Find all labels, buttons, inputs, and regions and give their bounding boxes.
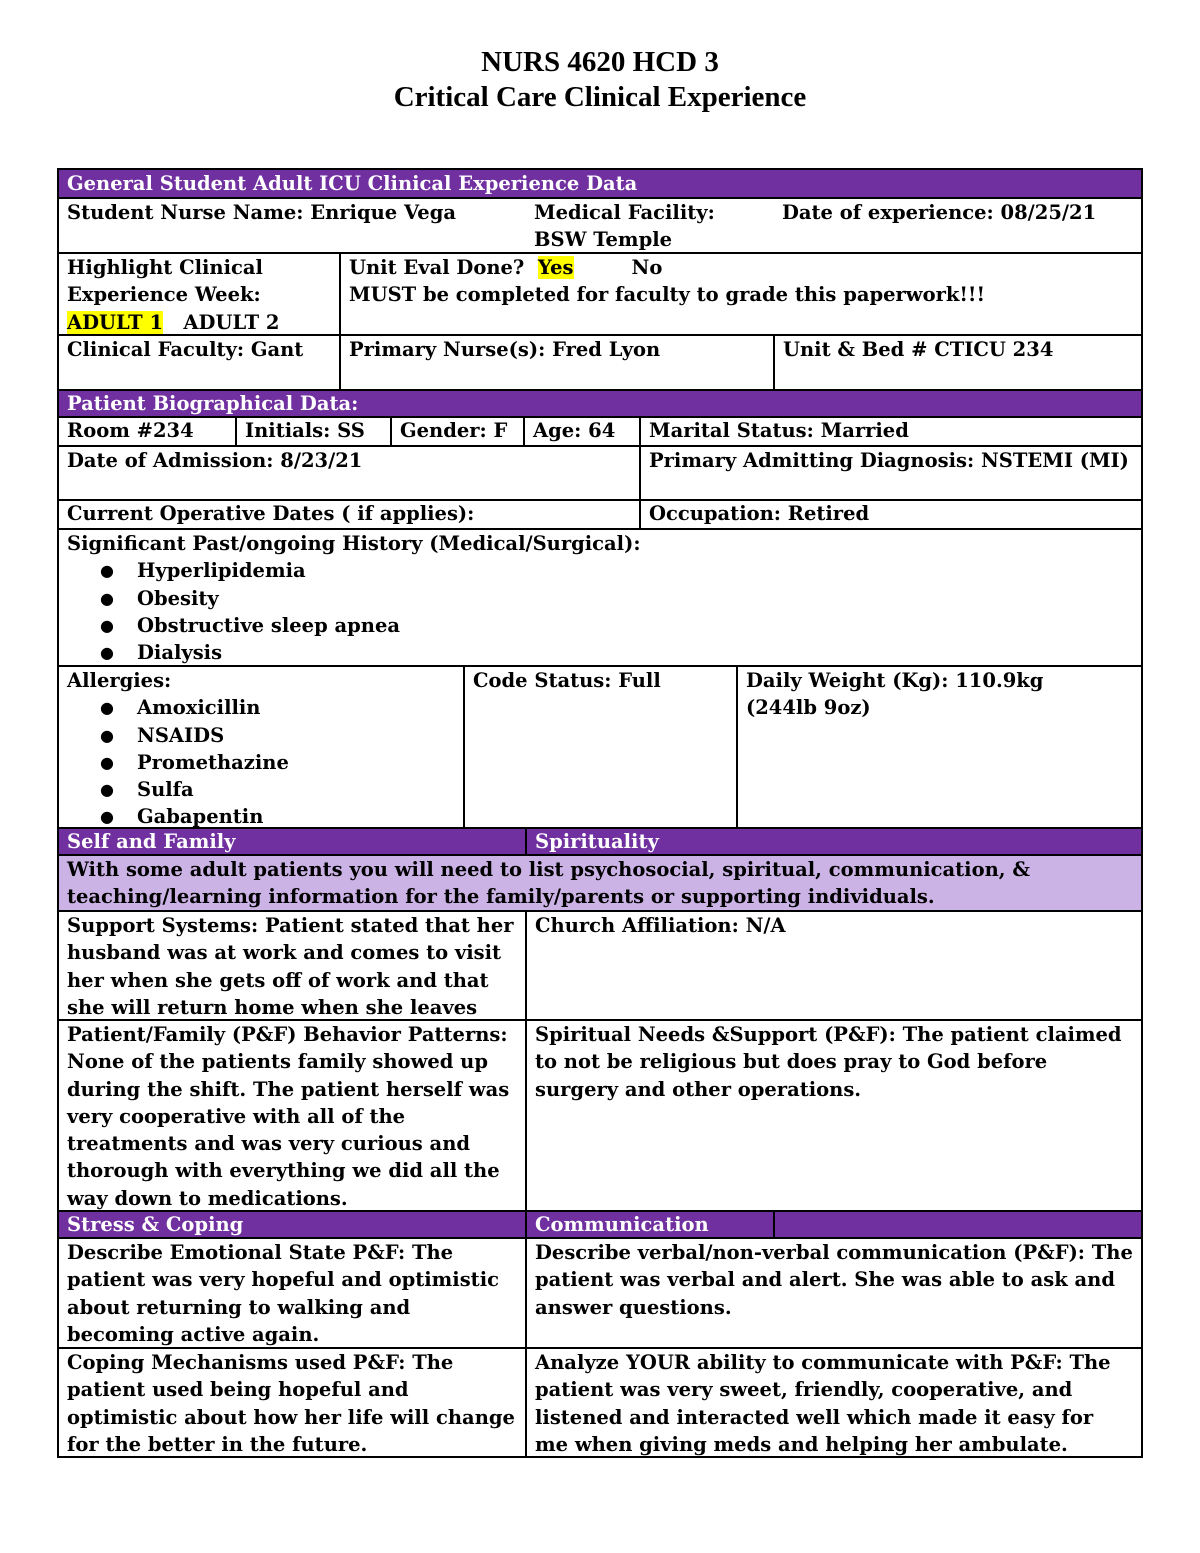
medical-facility-label: Medical Facility: [534, 201, 715, 224]
adult-1-option[interactable]: ADULT 1 [67, 310, 164, 334]
clinical-week-label-1: Highlight Clinical [67, 256, 263, 279]
document-title: NURS 4620 HCD 3 [481, 46, 719, 78]
clinical-week-label-2: Experience Week: [67, 283, 261, 307]
clinical-week-field [59, 254, 341, 334]
coping-mechanisms-field: Coping Mechanisms used P&F: The patient used being hopeful and optimistic about how her life will change for the better in the future. [59, 1349, 527, 1456]
code-status-field: Code Status: Full [465, 667, 738, 827]
unit-eval-no-option[interactable]: No [631, 256, 663, 279]
history-item: ● Obesity [137, 585, 1133, 612]
gender-field: Gender: F [392, 418, 525, 445]
student-name-field: Student Nurse Name: Enrique Vega [67, 201, 456, 224]
room-field: Room #234 [59, 418, 237, 445]
operative-dates-field: Current Operative Dates ( if applies): [59, 501, 641, 528]
self-family-header: Self and Family [59, 829, 527, 856]
admitting-diagnosis-field: Primary Admitting Diagnosis: NSTEMI (MI) [649, 449, 1129, 472]
date-of-experience-field: Date of experience: 08/25/21 [782, 201, 1097, 224]
allergy-item: ● Gabapentin [137, 803, 455, 827]
clinical-experience-form [57, 168, 1143, 1458]
marital-status-field: Marital Status: Married [649, 419, 909, 442]
allergy-item: ● NSAIDS [137, 722, 455, 749]
medical-history-label: Significant Past/ongoing History (Medical/Surgical): [67, 532, 641, 555]
psychosocial-note: With some adult patients you will need to list psychosocial, spiritual, communication, & teaching/learning information for the family/parents or supporting individuals. [59, 856, 1141, 910]
spiritual-needs-field: Spiritual Needs &Support (P&F): The patient claimed to not be religious but does pray to God before surgery and other operations. [535, 1023, 1122, 1101]
analyze-communication-field: Analyze YOUR ability to communicate with P&F: The patient was very sweet, friendly, cooperative, and listened and interacted well which made it easy for me when giving meds and helping her ambulate. [535, 1351, 1111, 1456]
age-field: Age: 64 [525, 418, 641, 445]
history-item: ● Hyperlipidemia [137, 557, 1133, 584]
allergies-list [67, 694, 455, 827]
communication-header-blank [775, 1212, 1141, 1239]
communication-header: Communication [527, 1212, 775, 1239]
general-data-header: General Student Adult ICU Clinical Experience Data [59, 170, 1141, 199]
biographical-data-header: Patient Biographical Data: [59, 391, 1141, 418]
emotional-state-field: Describe Emotional State P&F: The patient was very hopeful and optimistic about returning to walking and becoming active again. [59, 1239, 527, 1347]
unit-eval-label: Unit Eval Done? [349, 256, 525, 279]
allergy-item: ● Promethazine [137, 749, 455, 776]
unit-bed-field: Unit & Bed # CTICU 234 [783, 338, 1054, 361]
document-subtitle: Critical Care Clinical Experience [393, 81, 807, 113]
occupation-field: Occupation: Retired [649, 502, 870, 525]
medical-history-list [67, 557, 1133, 665]
adult-2-option[interactable]: ADULT 2 [183, 310, 280, 334]
admission-date-field: Date of Admission: 8/23/21 [59, 447, 641, 499]
allergy-item: ● Amoxicillin [137, 694, 455, 721]
verbal-communication-field: Describe verbal/non-verbal communication (P&F): The patient was verbal and alert. She was able to ask and answer questions. [535, 1241, 1133, 1319]
primary-nurse-field: Primary Nurse(s): Fred Lyon [341, 336, 775, 389]
stress-coping-header: Stress & Coping [59, 1212, 527, 1239]
medical-history-section [59, 530, 1141, 665]
history-item: ● Dialysis [137, 639, 1133, 665]
daily-weight-field: Daily Weight (Kg): 110.9kg (244lb 9oz) [746, 669, 1044, 720]
church-affiliation-field: Church Affiliation: N/A [535, 914, 786, 937]
spirituality-header: Spirituality [527, 829, 1141, 856]
history-item: ● Obstructive sleep apnea [137, 612, 1133, 639]
allergies-section [59, 667, 465, 827]
medical-facility-field [526, 199, 774, 252]
must-complete-note: MUST be completed for faculty to grade this paperwork!!! [349, 283, 986, 307]
initials-field: Initials: SS [237, 418, 392, 445]
allergies-label: Allergies: [67, 669, 172, 692]
clinical-faculty-field: Clinical Faculty: Gant [59, 336, 341, 389]
behavior-patterns-field: Patient/Family (P&F) Behavior Patterns: None of the patients family showed up during the shift. The patient herself was very cooperative with all of the treatments and was very curious and thorough with everything we did all the way down to medications. [59, 1021, 527, 1210]
unit-eval-yes-option[interactable]: Yes [537, 256, 574, 279]
medical-facility-value: BSW Temple [534, 228, 673, 252]
unit-eval-field [341, 254, 1141, 334]
support-systems-field: Support Systems: Patient stated that her husband was at work and comes to visit her when she gets off of work and that she will return home when she leaves [59, 912, 527, 1019]
allergy-item: ● Sulfa [137, 776, 455, 803]
